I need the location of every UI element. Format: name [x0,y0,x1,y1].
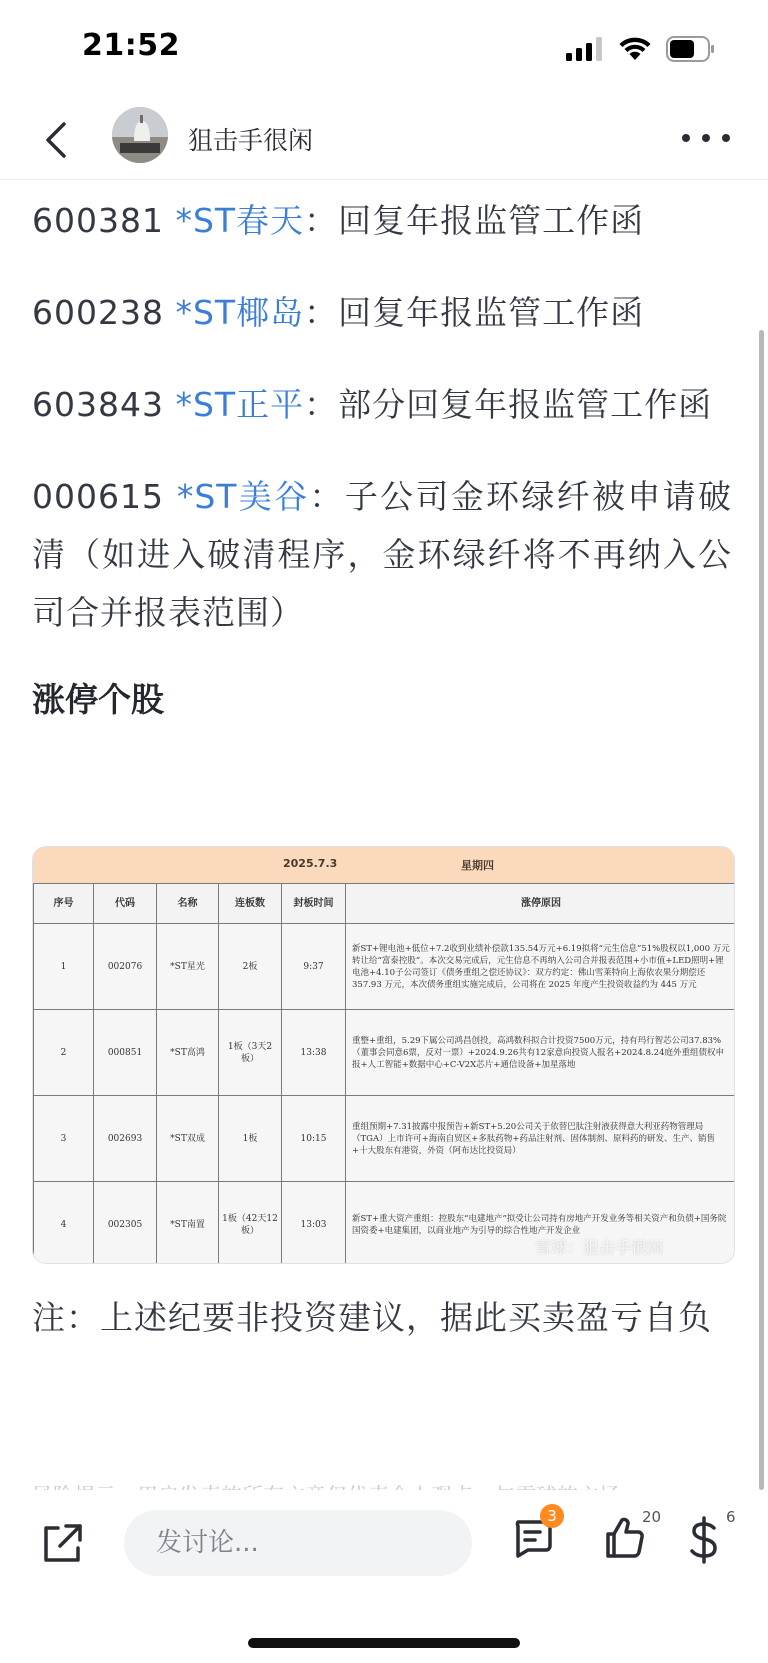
chevron-left-icon [42,120,70,160]
battery-icon [666,36,716,62]
cell-boards: 2板 [219,924,282,1010]
cell-boards: 1板 [219,1096,282,1182]
cell-no: 2 [34,1010,94,1096]
news-text: ：部分回复年报监管工作函 [304,385,713,424]
stock-code: 603843 [32,385,164,424]
stock-link[interactable]: *ST椰岛 [175,293,305,332]
author-avatar[interactable] [112,107,168,163]
comments-button[interactable] [510,1507,570,1572]
table-header-row [34,884,736,924]
news-item [32,284,732,342]
home-indicator[interactable] [248,1638,520,1648]
table-title-bar [33,847,735,883]
news-item [32,192,732,250]
like-button[interactable] [602,1508,662,1572]
news-text: ：子公司金环绿纤被申请破清（如进入破清程序，金环绿纤将不再纳入公司合并报表范围） [32,477,733,632]
stock-code: 600238 [32,293,164,332]
cellular-signal-icon [566,37,604,61]
news-text: ：回复年报监管工作函 [304,293,645,332]
back-button[interactable] [30,114,82,166]
cell-reason: 重组预期+7.31披露中报预告+新ST+5.20公司关于依替巴肽注射液获得意大利亚药物管理局（TGA）上市许可+海南自贸区+多肽药物+药品注射剂、固体制剂、原料药的研发、生产、销售+十大股东有港资，外资（阿布达比投资局） [346,1096,736,1182]
table-row [34,924,736,1010]
stock-link[interactable]: *ST美谷 [176,477,310,516]
news-item [32,376,732,434]
thumbs-up-icon [602,1516,646,1560]
share-button[interactable] [38,1520,86,1568]
share-icon [38,1520,86,1568]
wifi-icon [618,36,652,62]
cell-reason: 新ST+重大资产重组：控股东“电建地产”拟受让公司持有房地产开发业务等相关资产和负债+国务院国资委+电建集团，以商业地产为引导的综合性地产开发企业 [346,1182,736,1265]
cell-time: 13:38 [282,1010,346,1096]
like-count: 20 [642,1508,662,1526]
news-item [32,468,732,642]
column-header: 代码 [94,884,157,924]
comment-count-badge: 3 [540,1504,564,1528]
cell-name: *ST南置 [157,1182,219,1265]
cell-no: 3 [34,1096,94,1182]
cell-boards: 1板（42天12板） [219,1182,282,1265]
cell-time: 13:03 [282,1182,346,1265]
stock-link[interactable]: *ST正平 [175,385,305,424]
cell-time: 10:15 [282,1096,346,1182]
more-dot-icon [682,134,690,142]
avatar-image [112,107,168,163]
column-header: 名称 [157,884,219,924]
stock-code: 000615 [32,477,164,516]
cell-code: 002305 [94,1182,157,1265]
cell-boards: 1板（3天2板） [219,1010,282,1096]
status-icons [566,36,716,62]
more-dot-icon [702,134,710,142]
nav-header [0,100,768,180]
author-name[interactable]: 狙击手很闲 [188,126,314,155]
cell-name: *ST高鸿 [157,1010,219,1096]
column-header: 封板时间 [282,884,346,924]
column-header: 序号 [34,884,94,924]
limit-up-table-image[interactable] [32,846,735,1264]
article-body [32,192,732,724]
cell-time: 9:37 [282,924,346,1010]
status-time: 21:52 [82,28,180,63]
dollar-icon [686,1516,722,1564]
cell-name: *ST双成 [157,1096,219,1182]
more-dot-icon [722,134,730,142]
news-text: ：回复年报监管工作函 [304,201,645,240]
scroll-indicator[interactable] [759,330,764,1490]
cell-reason: 重整+重组，5.29下属公司鸿昌创投，高鸿数科拟合计投资7500万元，持有玛行智芯公司37.83%（董事会同意6票，反对一票）+2024.9.26共有12家意向投资人报名+2024.8.24庭外重组债权申报+人工智能+数据中心+C-V2X芯片+通信设备+加星落地 [346,1010,736,1096]
limit-up-table [33,883,735,1264]
column-header: 连板数 [219,884,282,924]
image-watermark: 雪球：狙击手很闲 [535,1238,664,1257]
table-row [34,1010,736,1096]
reward-count: 6 [726,1508,736,1526]
status-bar [0,0,768,100]
table-weekday: 星期四 [461,859,494,872]
cell-code: 002693 [94,1096,157,1182]
more-options-button[interactable] [682,122,730,154]
disclaimer-note: 注：上述纪要非投资建议，据此买卖盈亏自负 [32,1298,712,1337]
table-row [34,1096,736,1182]
cell-reason: 新ST+锂电池+低位+7.2收到业绩补偿款135.54万元+6.19拟将“元生信息”51%股权以1,000 万元转让给“富泰控股”。本次交易完成后，元生信息不再纳入公司合并报表范围+小市值+LED照明+锂电池+4.10子公司签订《债务重组之偿还协议》：双方约定：佛山雪莱特向上海依农果分期偿还357.93 万元，本次债务重组实施完成后，公司将在 2025 年度产生投资收益约为 445 万元 [346,924,736,1010]
column-header: 涨停原因 [346,884,736,924]
reward-button[interactable] [686,1508,746,1572]
stock-code: 600381 [32,201,164,240]
section-title: 涨停个股 [32,680,164,719]
cell-no: 1 [34,924,94,1010]
cell-name: *ST星光 [157,924,219,1010]
bottom-action-bar [0,1490,768,1663]
comment-input[interactable] [124,1510,472,1576]
stock-link[interactable]: *ST春天 [175,201,305,240]
cell-no: 4 [34,1182,94,1265]
table-date: 2025.7.3 [283,857,338,870]
cell-code: 002076 [94,924,157,1010]
cell-code: 000851 [94,1010,157,1096]
